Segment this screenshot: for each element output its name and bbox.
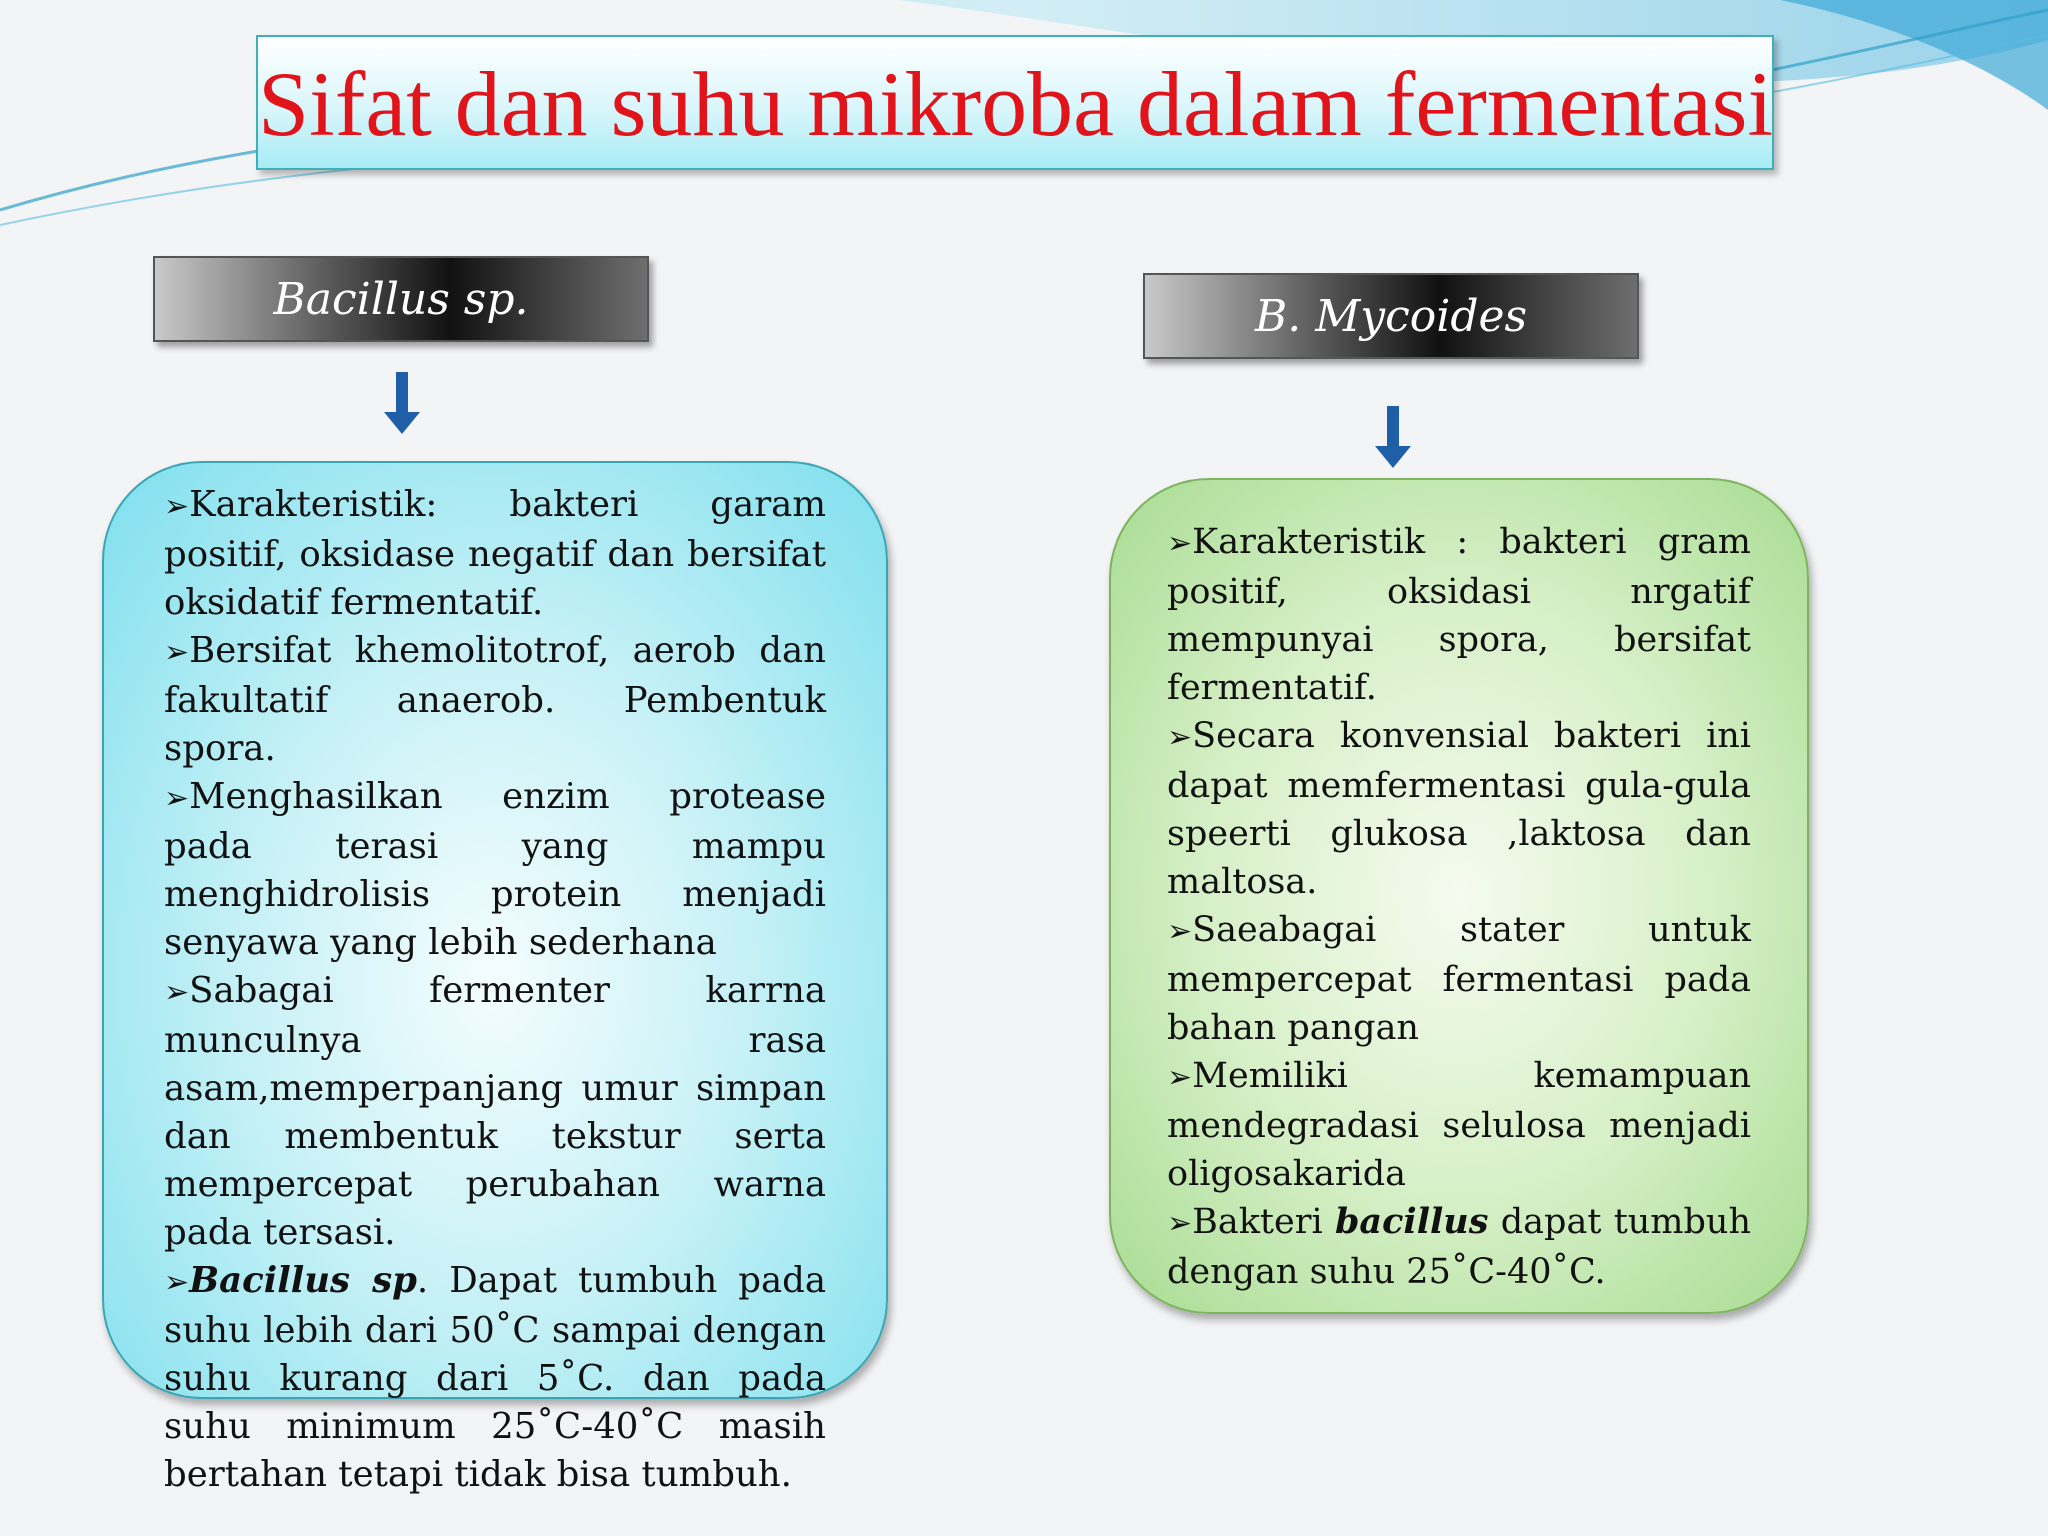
right-bullet: ➢Secara konvensial bakteri ini dapat memfermentasi gula-gula speerti glukosa ,laktosa dan maltosa. [1167,716,1751,902]
down-arrow-icon [382,372,422,434]
title-box [256,35,1774,170]
left-bullet: ➢Karakteristik: bakteri garam positif, oksidase negatif dan bersifat oksidatif fermentatif. [164,484,826,623]
left-card [102,461,888,1495]
left-bullet: ➢Bersifat khemolitotrof, aerob dan fakultatif anaerob. Pembentuk spora. [164,630,826,769]
left-bullet: ➢Bacillus sp. Dapat tumbuh pada suhu lebih dari 50˚C sampai dengan suhu kurang dari 5˚C. dan pada suhu minimum 25˚C-40˚C masih bertahan tetapi tidak bisa tumbuh. [164,1260,826,1495]
left-header: Bacillus sp. [153,256,649,342]
right-header: B. Mycoides [1143,273,1639,359]
right-bullet: ➢Memiliki kemampuan mendegradasi selulosa menjadi oligosakarida [1167,1056,1751,1194]
right-bullet: ➢Saeabagai stater untuk mempercepat fermentasi pada bahan pangan [1167,910,1751,1048]
right-bullet: ➢Bakteri bacillus dapat tumbuh dengan suhu 25˚C-40˚C. [1167,1201,1751,1292]
down-arrow-icon [1373,406,1413,468]
left-bullet: ➢Sabagai fermenter karrna munculnya rasa asam,memperpanjang umur simpan dan membentuk tekstur serta mempercepat perubahan warna pada tersasi. [164,970,826,1253]
slide-title: Sifat dan suhu mikroba dalam fermentasi [258,53,1774,155]
left-bullet: ➢Menghasilkan enzim protease pada terasi yang mampu menghidrolisis protein menjadi senyawa yang lebih sederhana [164,776,826,963]
right-card [1109,478,1809,1314]
right-bullet: ➢Karakteristik : bakteri gram positif, oksidasi nrgatif mempunyai spora, bersifat fermentatif. [1167,522,1751,708]
